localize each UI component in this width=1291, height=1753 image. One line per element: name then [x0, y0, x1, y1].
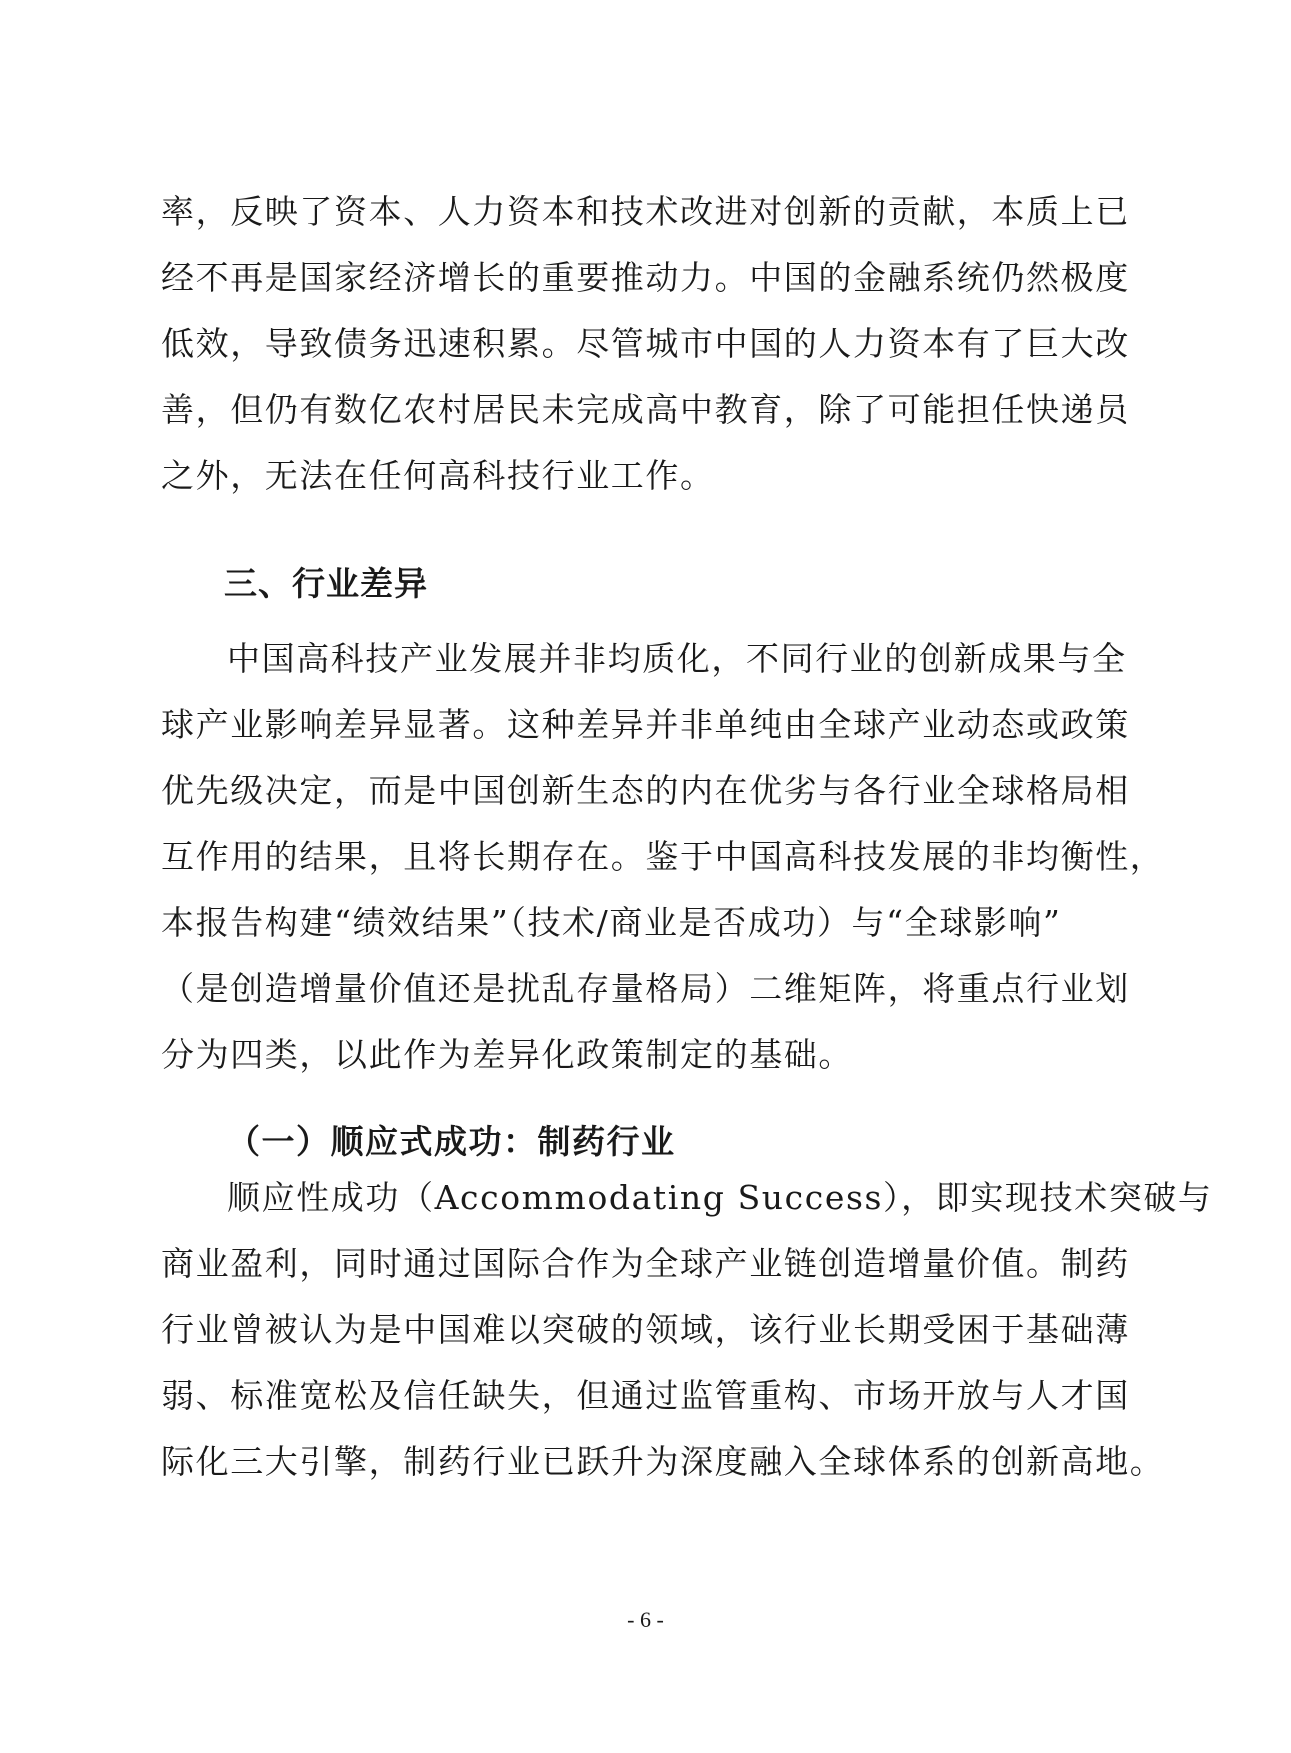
paragraph-line: 善，但仍有数亿农村居民未完成高中教育，除了可能担任快递员: [161, 390, 1130, 429]
subsection-heading: （一）顺应式成功：制药行业: [227, 1122, 676, 1161]
section-heading: 三、行业差异: [224, 564, 428, 603]
paragraph-line: 商业盈利，同时通过国际合作为全球产业链创造增量价值。制药: [161, 1244, 1130, 1283]
paragraph-line: 优先级决定，而是中国创新生态的内在优劣与各行业全球格局相: [161, 771, 1130, 810]
paragraph-line: 弱、标准宽松及信任缺失，但通过监管重构、市场开放与人才国: [161, 1376, 1130, 1415]
paragraph-line: 分为四类，以此作为差异化政策制定的基础。: [161, 1035, 853, 1074]
paragraph-line: 中国高科技产业发展并非均质化，不同行业的创新成果与全: [227, 639, 1127, 678]
paragraph-line: 际化三大引擎，制药行业已跃升为深度融入全球体系的创新高地。: [161, 1442, 1165, 1481]
paragraph-line: 球产业影响差异显著。这种差异并非单纯由全球产业动态或政策: [161, 705, 1130, 744]
paragraph-line: 行业曾被认为是中国难以突破的领域，该行业长期受困于基础薄: [161, 1310, 1130, 1349]
paragraph-line: 本报告构建“绩效结果”（技术/商业是否成功）与“全球影响”: [161, 903, 1062, 942]
paragraph-line: （是创造增量价值还是扰乱存量格局）二维矩阵，将重点行业划: [161, 969, 1130, 1008]
paragraph-line: 顺应性成功（Accommodating Success），即实现技术突破与: [227, 1178, 1213, 1217]
paragraph-line: 互作用的结果，且将长期存在。鉴于中国高科技发展的非均衡性，: [161, 837, 1165, 876]
paragraph-line: 经不再是国家经济增长的重要推动力。中国的金融系统仍然极度: [161, 258, 1130, 297]
page-number: - 6 -: [627, 1607, 664, 1632]
paragraph-line: 低效，导致债务迅速积累。尽管城市中国的人力资本有了巨大改: [161, 324, 1130, 363]
paragraph-line: 之外，无法在任何高科技行业工作。: [161, 456, 715, 495]
paragraph-line: 率，反映了资本、人力资本和技术改进对创新的贡献，本质上已: [161, 192, 1130, 231]
